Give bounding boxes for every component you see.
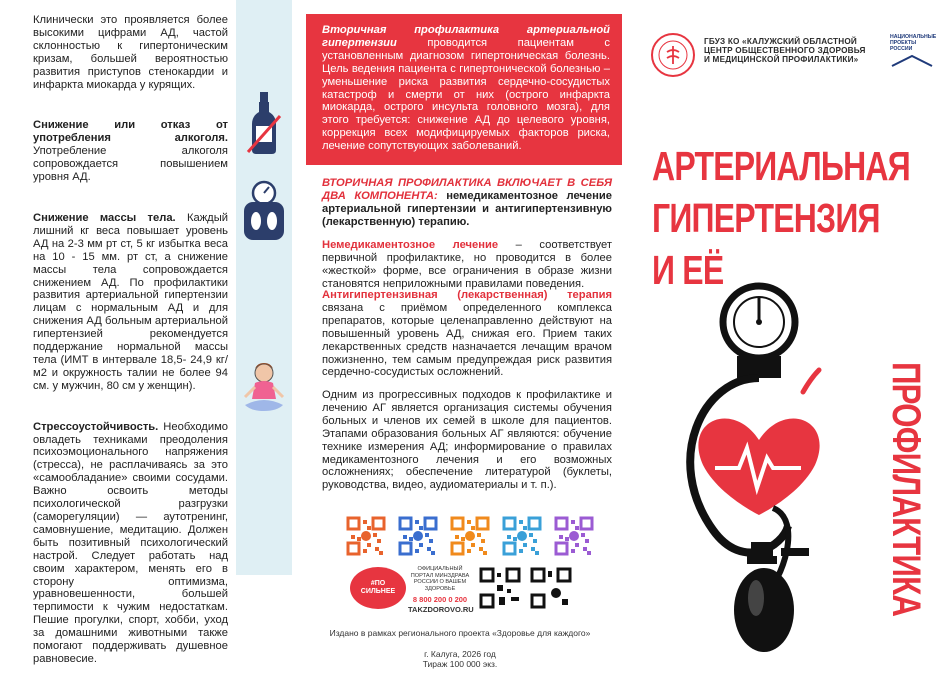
weight-text: Каждый лишний кг веса повышает уровень АД на 2-3 мм рт ст, 5 кг избытка веса на 10 - 15 мм. рт ст, а снижение массы тела сопровождается снижением АД. По профилактики развития артериальной гипертензии лицам с нормальным АД и для снижения АД больным артериальной гипертензией рекомендуется поддержание нормальной массы тела (ИМТ в интервале 18,5- 24,9 кг/м2 и окружность талии не более 94 см. у мужчин, 80 см у женщин). <box>33 211 228 392</box>
qr-code-social[interactable] <box>502 516 542 556</box>
left-column <box>0 0 236 679</box>
no-alcohol-icon <box>236 88 292 158</box>
drug-paragraph <box>322 289 612 379</box>
icon-strip <box>236 0 292 575</box>
includes-lead: ВТОРИЧНАЯ ПРОФИЛАКТИКА ВКЛЮЧАЕТ В СЕБЯ ДВА КОМПОНЕНТА: <box>322 177 612 202</box>
vertical-title: ПРОФИЛАКТИКА <box>884 362 928 617</box>
right-column <box>628 0 952 679</box>
nondrug-title: Немедикаментозное лечение <box>322 239 499 251</box>
red-box-lead: Вторичная профилактика артериальной гипертензии <box>322 24 610 49</box>
weight-title: Снижение массы тела. <box>33 211 176 224</box>
org-line: ЦЕНТР ОБЩЕСТВЕННОГО ЗДОРОВЬЯ <box>704 46 866 56</box>
center-logo-icon <box>650 32 696 78</box>
drug-title: Антигипертензивная (лекарственная) терапия <box>322 289 612 301</box>
footer-city: г. Калуга, 2026 год <box>424 649 496 659</box>
nondrug-paragraph <box>322 239 612 291</box>
qr-code-portal[interactable] <box>479 567 521 609</box>
scale-icon <box>236 178 292 244</box>
weight-paragraph <box>33 212 228 393</box>
alcohol-title: Снижение или отказ от употребления алкоголя. <box>33 119 228 145</box>
org-line: ГБУЗ КО «КАЛУЖСКИЙ ОБЛАСТНОЙ <box>704 37 857 46</box>
title-line-3: И ЕЁ <box>652 247 724 293</box>
includes-paragraph <box>322 177 612 229</box>
meditation-icon <box>236 360 292 416</box>
stress-text: Необходимо овладеть техниками преодоления психоэмоционального напряжения (стресса), не расплачиваясь за это «самообладание» своими сосудами. Важно освоить методы психологической разгрузки (саморегуляции) — аутотренинг, самовнушение, медитацию. Должен быть позитивный психологический настрой. Следует работать над своим характером, менять его в сторону оптимизма, уравновешенности, большей терпимости к чужим недостаткам. Пешие прогулки, спорт, хобби, уход за домашними животными также помогают поддерживать душевное равновесие. <box>33 420 228 665</box>
qr-code-social[interactable] <box>346 516 386 556</box>
qr-code-second[interactable] <box>530 567 572 609</box>
alcohol-paragraph <box>33 119 228 184</box>
school-text: Одним из прогрессивных подходов к профилактике и лечению АГ является организация системы обучения больных и членов их семей в школе для пациентов. Этапами образования больных АГ являются: обучение технике измерения АД; информирование о правилах медикаментозного лечения и его возможных осложнениях; обеспечение литературой (буклеты, руководства, видео, аудиоматериалы и т. п.). <box>322 389 612 492</box>
title-line-1: АРТЕРИАЛЬНАЯ <box>652 143 910 189</box>
org-line: И МЕДИЦИНСКОЙ ПРОФИЛАКТИКИ» <box>704 55 859 65</box>
nondrug-text: – соответствует первичной профилактике, но проводится в более «жесткой» форме, все ограничения в образе жизни становятся неприложными правилами поведения. <box>322 239 612 290</box>
footer-project: Издано в рамках регионального проекта «Здоровье для каждого» <box>329 628 591 638</box>
red-box-text: проводится пациентам с установленным диагнозом гипертоническая болезнь. Цель ведения пациента с гипертонической болезнью – уменьшение риска развития сердечно-сосудистых катастроф и смерти от них (острого инфаркта миокарда, острого инсульта головного мозга), для этого требуется: снижение АД до целевого уровня, коррекция всех модифицируемых факторов риска, лечение сопутствующих заболеваний. <box>322 36 610 153</box>
qr-code-social[interactable] <box>450 516 490 556</box>
portal-site: TAKZDOROVO.RU <box>408 605 474 614</box>
footer-print-run: Тираж 100 000 экз. <box>422 659 498 669</box>
qr-code-social[interactable] <box>398 516 438 556</box>
portal-block <box>408 566 472 614</box>
badge-text: #ПО СИЛЬНЕЕ <box>360 580 396 595</box>
alcohol-text: Употребление алкоголя сопровождается повышением уровня АД. <box>33 145 228 184</box>
stress-paragraph <box>33 421 228 666</box>
portal-label: ОФИЦИАЛЬНЫЙ ПОРТАЛ МИНЗДРАВА РОССИИ О ВАШЕМ ЗДОРОВЬЕ <box>410 566 470 592</box>
np-logo-text: НАЦИОНАЛЬНЫЕ ПРОЕКТЫ РОССИИ <box>890 34 937 52</box>
tonometer-heart-illustration <box>673 280 883 670</box>
qr-code-social[interactable] <box>554 516 594 556</box>
main-title <box>652 140 910 296</box>
portal-phone: 8 800 200 0 200 <box>412 595 468 604</box>
organization-name <box>704 37 866 65</box>
secondary-prevention-box <box>306 14 622 165</box>
national-projects-logo <box>890 34 937 72</box>
stress-title: Стрессоустойчивость. <box>33 420 159 433</box>
campaign-badge <box>350 567 406 609</box>
title-line-2: ГИПЕРТЕНЗИЯ <box>652 195 880 241</box>
intro-text: Клинически это проявляется более высокими цифрами АД, частой склонностью к гипертоническим кризам, большей вероятностью развития приступов стенокардии и инфаркта миокарда у курящих. <box>33 14 228 91</box>
includes-text: немедикаментозное лечение артериальной гипертензии и антигипертензивную (лекарственную) терапию. <box>322 189 612 228</box>
drug-text: связана с приёмом определенного комплекса препаратов, которые целенаправленно действуют на повышенный уровень АД, снижая его. Прием таких лекарственных средств назначается лечащим врачом пожизненно, тем самым предупреждая риск развития сердечно-сосудистых осложнений. <box>322 301 612 379</box>
middle-column <box>292 0 628 679</box>
school-paragraph <box>322 389 612 492</box>
